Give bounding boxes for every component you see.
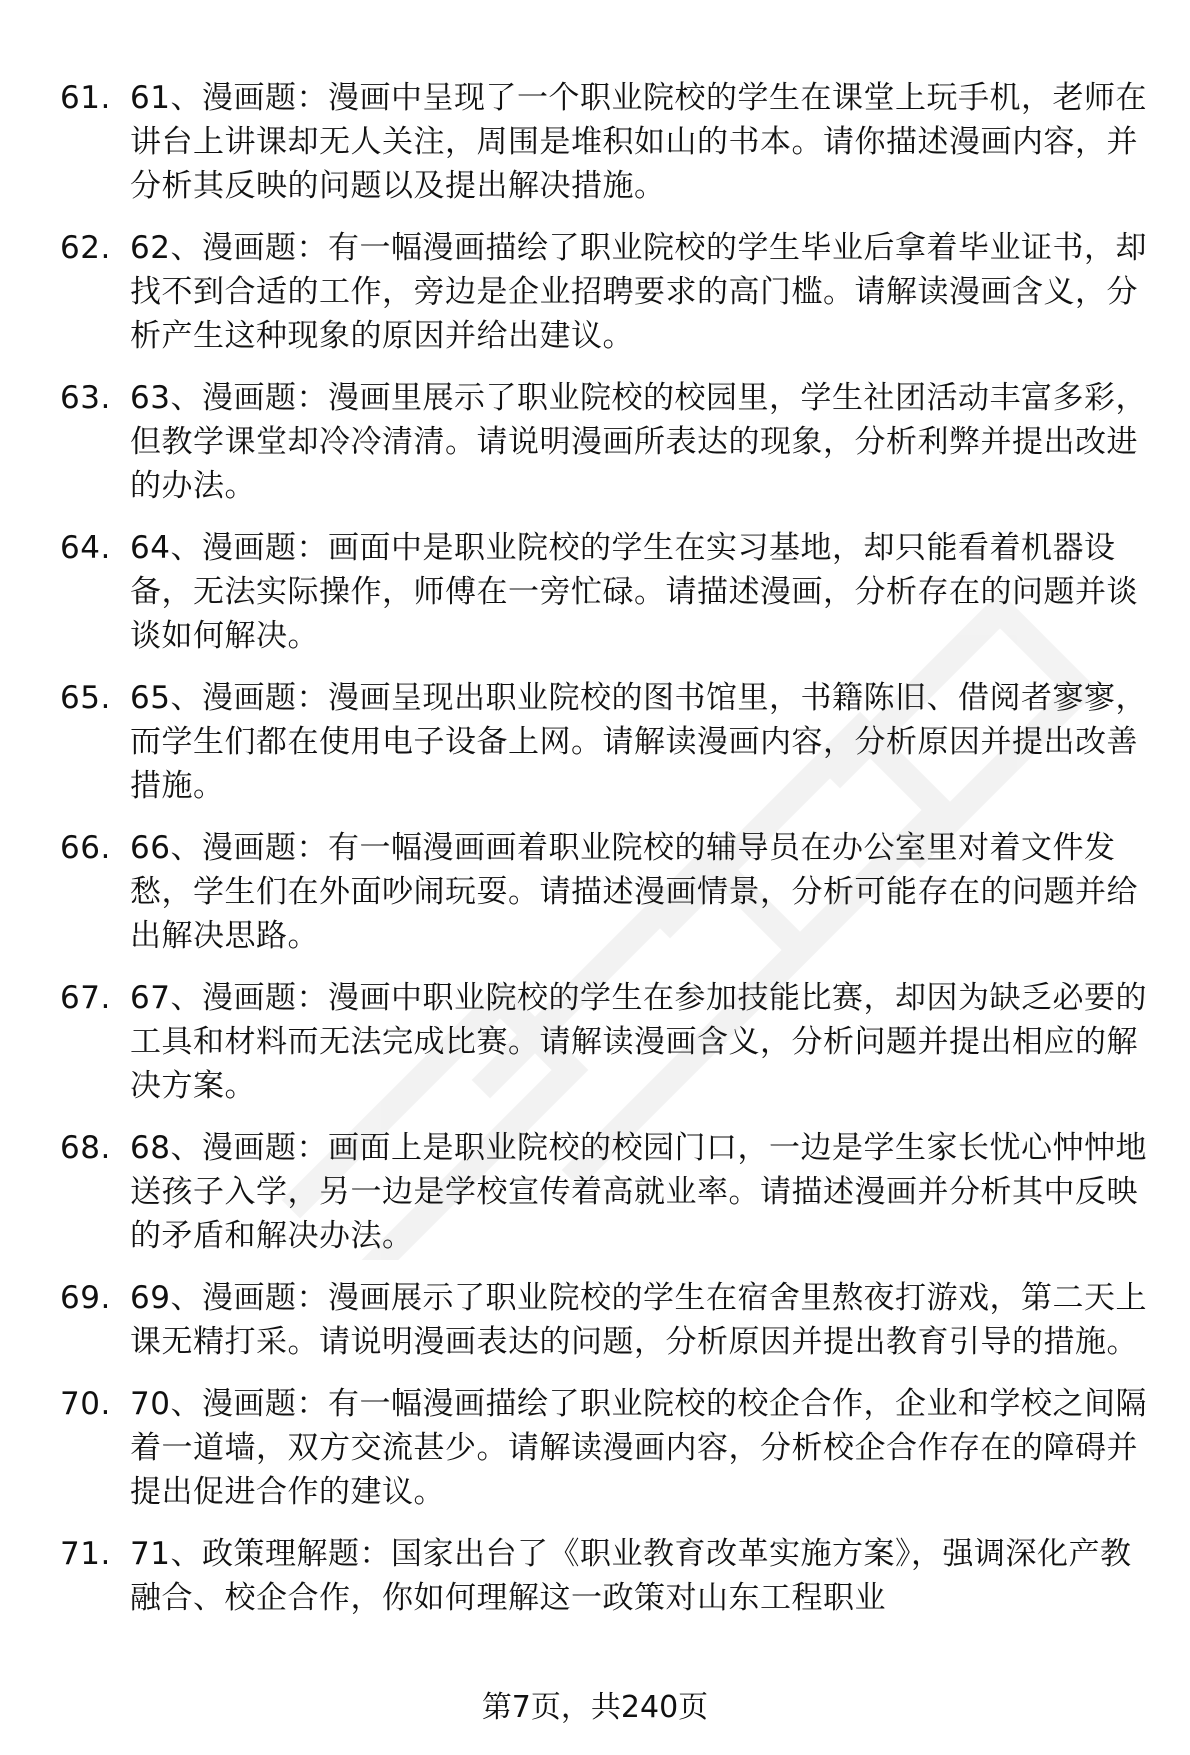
question-number: 66. xyxy=(60,830,111,866)
question-item xyxy=(60,1382,1150,1514)
question-text: 71、政策理解题：国家出台了《职业教育改革实施方案》，强调深化产教融合、校企合作，你如何理解这一政策对山东工程职业 xyxy=(130,1536,1132,1616)
question-text: 65、漫画题：漫画呈现出职业院校的图书馆里，书籍陈旧、借阅者寥寥，而学生们都在使用电子设备上网。请解读漫画内容，分析原因并提出改善措施。 xyxy=(130,680,1147,804)
question-number: 64. xyxy=(60,530,111,566)
question-list xyxy=(60,76,1150,1638)
question-number: 61. xyxy=(60,80,111,116)
question-number: 71. xyxy=(60,1536,111,1572)
question-number: 70. xyxy=(60,1386,111,1422)
question-item xyxy=(60,1276,1150,1364)
question-item xyxy=(60,226,1150,358)
question-number: 68. xyxy=(60,1130,111,1166)
question-item xyxy=(60,976,1150,1108)
question-item xyxy=(60,526,1150,658)
question-number: 62. xyxy=(60,230,111,266)
question-text: 61、漫画题：漫画中呈现了一个职业院校的学生在课堂上玩手机，老师在讲台上讲课却无人关注，周围是堆积如山的书本。请你描述漫画内容，并分析其反映的问题以及提出解决措施。 xyxy=(130,80,1147,204)
question-text: 63、漫画题：漫画里展示了职业院校的校园里，学生社团活动丰富多彩，但教学课堂却冷冷清清。请说明漫画所表达的现象，分析利弊并提出改进的办法。 xyxy=(130,380,1147,504)
question-item xyxy=(60,676,1150,808)
question-text: 68、漫画题：画面上是职业院校的校园门口，一边是学生家长忧心忡忡地送孩子入学，另一边是学校宣传着高就业率。请描述漫画并分析其中反映的矛盾和解决办法。 xyxy=(130,1130,1147,1254)
question-text: 64、漫画题：画面中是职业院校的学生在实习基地，却只能看着机器设备，无法实际操作，师傅在一旁忙碌。请描述漫画，分析存在的问题并谈谈如何解决。 xyxy=(130,530,1138,654)
page-footer: 第7页，共240页 xyxy=(481,1690,709,1725)
question-text: 66、漫画题：有一幅漫画画着职业院校的辅导员在办公室里对着文件发愁，学生们在外面吵闹玩耍。请描述漫画情景，分析可能存在的问题并给出解决思路。 xyxy=(130,830,1138,954)
question-text: 69、漫画题：漫画展示了职业院校的学生在宿舍里熬夜打游戏，第二天上课无精打采。请说明漫画表达的问题，分析原因并提出教育引导的措施。 xyxy=(130,1280,1147,1360)
question-number: 65. xyxy=(60,680,111,716)
question-item xyxy=(60,826,1150,958)
question-text: 62、漫画题：有一幅漫画描绘了职业院校的学生毕业后拿着毕业证书，却找不到合适的工作，旁边是企业招聘要求的高门槛。请解读漫画含义，分析产生这种现象的原因并给出建议。 xyxy=(130,230,1147,354)
question-item xyxy=(60,1126,1150,1258)
question-text: 67、漫画题：漫画中职业院校的学生在参加技能比赛，却因为缺乏必要的工具和材料而无法完成比赛。请解读漫画含义，分析问题并提出相应的解决方案。 xyxy=(130,980,1147,1104)
question-text: 70、漫画题：有一幅漫画描绘了职业院校的校企合作，企业和学校之间隔着一道墙，双方交流甚少。请解读漫画内容，分析校企合作存在的障碍并提出促进合作的建议。 xyxy=(130,1386,1147,1510)
question-number: 67. xyxy=(60,980,111,1016)
question-item xyxy=(60,1532,1150,1620)
question-item xyxy=(60,76,1150,208)
question-number: 63. xyxy=(60,380,111,416)
question-item xyxy=(60,376,1150,508)
question-number: 69. xyxy=(60,1280,111,1316)
